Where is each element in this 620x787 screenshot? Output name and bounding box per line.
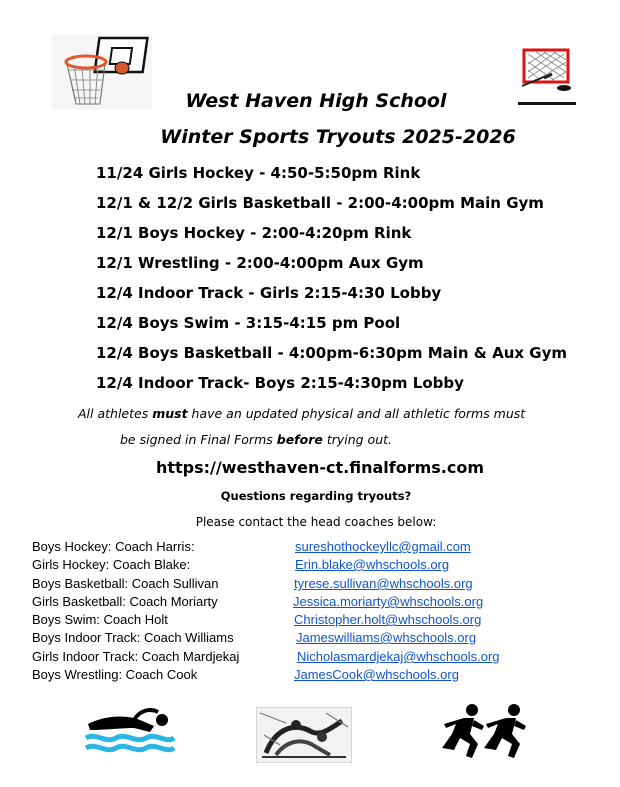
- page-title: Winter Sports Tryouts 2025-2026: [160, 126, 516, 148]
- coach-email-link[interactable]: Jessica.moriarty@whschools.org: [293, 594, 484, 609]
- coach-name: Girls Indoor Track: Coach Mardjekaj: [32, 649, 240, 664]
- schedule-item: 11/24 Girls Hockey - 4:50-5:50pm Rink: [96, 164, 421, 182]
- schedule-item: 12/4 Indoor Track- Boys 2:15-4:30pm Lobby: [96, 374, 464, 392]
- coach-email-link[interactable]: Jameswilliams@whschools.org: [296, 630, 477, 645]
- coach-email-link[interactable]: tyrese.sullivan@whschools.org: [294, 576, 473, 591]
- coach-email-link[interactable]: Nicholasmardjekaj@whschools.org: [297, 649, 500, 664]
- notice-line-1: All athletes must have an updated physical and all athletic forms must: [78, 406, 526, 421]
- coach-name: Girls Hockey: Coach Blake:: [32, 557, 191, 572]
- runners-icon: [438, 702, 532, 760]
- swimmer-icon: [84, 706, 176, 758]
- coach-email-link[interactable]: Christopher.holt@whschools.org: [294, 612, 482, 627]
- finalforms-url: https://westhaven-ct.finalforms.com: [155, 458, 485, 477]
- coach-email-link[interactable]: sureshothockeyllc@gmail.com: [295, 539, 471, 554]
- coach-name: Girls Basketball: Coach Moriarty: [32, 594, 218, 609]
- coach-email-link[interactable]: JamesCook@whschools.org: [294, 667, 459, 682]
- coach-name: Boys Swim: Coach Holt: [32, 612, 168, 627]
- schedule-item: 12/4 Boys Basketball - 4:00pm-6:30pm Main & Aux Gym: [96, 344, 567, 362]
- coach-name: Boys Indoor Track: Coach Williams: [32, 630, 234, 645]
- notice-line-2: be signed in Final Forms before trying out.: [120, 432, 393, 447]
- schedule-item: 12/4 Indoor Track - Girls 2:15-4:30 Lobby: [96, 284, 442, 302]
- contact-instruction: Please contact the head coaches below:: [195, 515, 437, 529]
- schedule-item: 12/1 Wrestling - 2:00-4:00pm Aux Gym: [96, 254, 424, 272]
- schedule-item: 12/1 & 12/2 Girls Basketball - 2:00-4:00pm Main Gym: [96, 194, 544, 212]
- schedule-item: 12/1 Boys Hockey - 2:00-4:20pm Rink: [96, 224, 412, 242]
- coach-name: Boys Hockey: Coach Harris:: [32, 539, 195, 554]
- coach-name: Boys Basketball: Coach Sullivan: [32, 576, 219, 591]
- wrestlers-icon: [256, 707, 352, 763]
- coach-email-link[interactable]: Erin.blake@whschools.org: [295, 557, 450, 572]
- questions-heading: Questions regarding tryouts?: [220, 489, 412, 503]
- schedule-item: 12/4 Boys Swim - 3:15-4:15 pm Pool: [96, 314, 401, 332]
- coach-name: Boys Wrestling: Coach Cook: [32, 667, 198, 682]
- school-name: West Haven High School: [185, 90, 447, 112]
